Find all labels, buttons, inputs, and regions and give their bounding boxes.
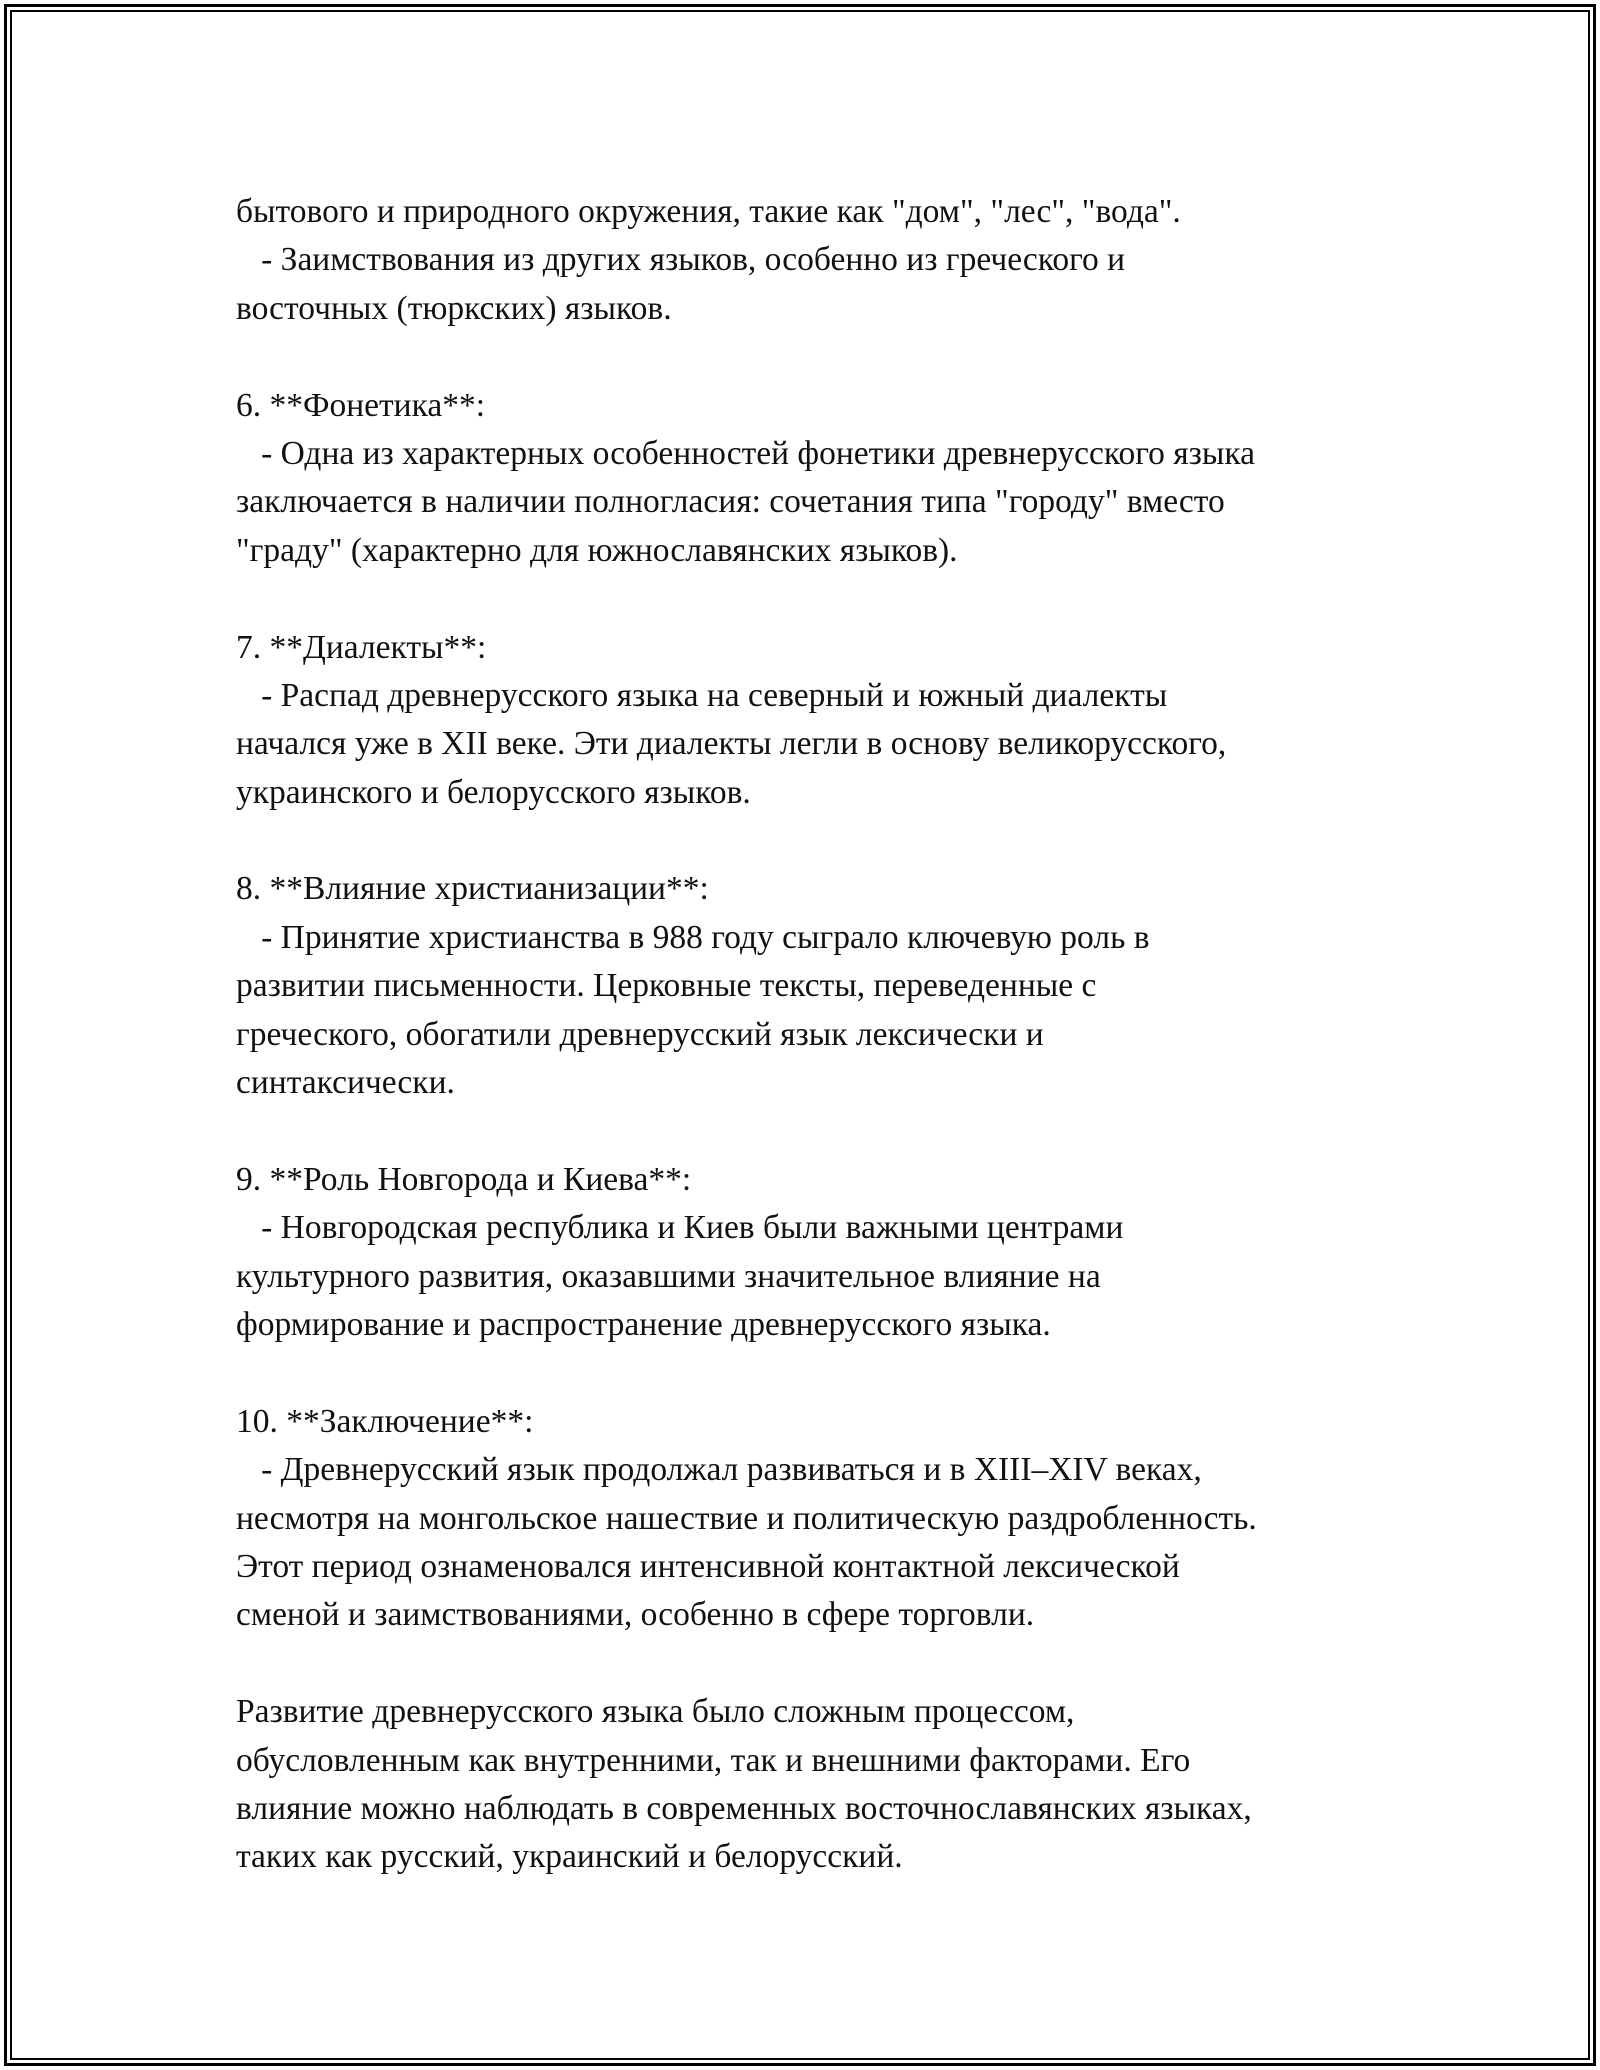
text-line: Развитие древнерусского языка было сложным процессом,	[236, 1693, 1075, 1731]
text-line: Этот период ознаменовался интенсивной контактной лексической	[236, 1547, 1180, 1585]
text-line: "граду" (характерно для южнославянских языков).	[236, 531, 958, 569]
text-line: - Распад древнерусского языка на северный и южный диалекты	[236, 676, 1168, 714]
text-line: - Принятие христианства в 988 году сыграло ключевую роль в	[236, 918, 1150, 956]
text-line: - Древнерусский язык продолжал развиваться и в XIII–XIV веках,	[236, 1451, 1202, 1489]
text-line: восточных (тюркских) языков.	[236, 289, 672, 327]
text-line: - Заимствования из других языков, особенно из греческого и	[236, 241, 1126, 279]
text-line: греческого, обогатили древнерусский язык лексически и	[236, 1015, 1044, 1053]
text-line: украинского и белорусского языков.	[236, 773, 751, 811]
blank-line	[236, 575, 1386, 623]
text-line: несмотря на монгольское нашествие и политическую раздробленность.	[236, 1499, 1257, 1537]
text-line: 6. **Фонетика**:	[236, 386, 486, 424]
blank-line	[236, 1640, 1386, 1688]
text-line: 8. **Влияние христианизации**:	[236, 870, 709, 908]
blank-line	[236, 1349, 1386, 1397]
text-line: начался уже в XII веке. Эти диалекты легли в основу великорусского,	[236, 725, 1227, 763]
text-line: синтаксически.	[236, 1064, 455, 1102]
text-line: - Одна из характерных особенностей фонетики древнерусского языка	[236, 434, 1256, 472]
document-body	[236, 188, 1386, 1882]
text-line: заключается в наличии полногласия: сочетания типа "городу" вместо	[236, 483, 1225, 521]
blank-line	[236, 817, 1386, 865]
text-line: 10. **Заключение**:	[236, 1402, 534, 1440]
text-line: формирование и распространение древнерусского языка.	[236, 1305, 1051, 1343]
text-line: культурного развития, оказавшими значительное влияние на	[236, 1257, 1101, 1295]
text-line: обусловленным как внутренними, так и внешними факторами. Его	[236, 1741, 1191, 1779]
text-line: влияние можно наблюдать в современных восточнославянских языках,	[236, 1789, 1252, 1827]
text-line: 9. **Роль Новгорода и Киева**:	[236, 1160, 692, 1198]
text-line: - Новгородская республика и Киев были важными центрами	[236, 1209, 1124, 1247]
text-line: развитии письменности. Церковные тексты, переведенные с	[236, 967, 1097, 1005]
text-line: бытового и природного окружения, такие как "дом", "лес", "вода".	[236, 193, 1181, 230]
blank-line	[236, 1107, 1386, 1155]
blank-line	[236, 333, 1386, 381]
text-line: таких как русский, украинский и белорусский.	[236, 1838, 903, 1876]
text-line: сменой и заимствованиями, особенно в сфере торговли.	[236, 1596, 1035, 1634]
text-line: 7. **Диалекты**:	[236, 628, 487, 666]
